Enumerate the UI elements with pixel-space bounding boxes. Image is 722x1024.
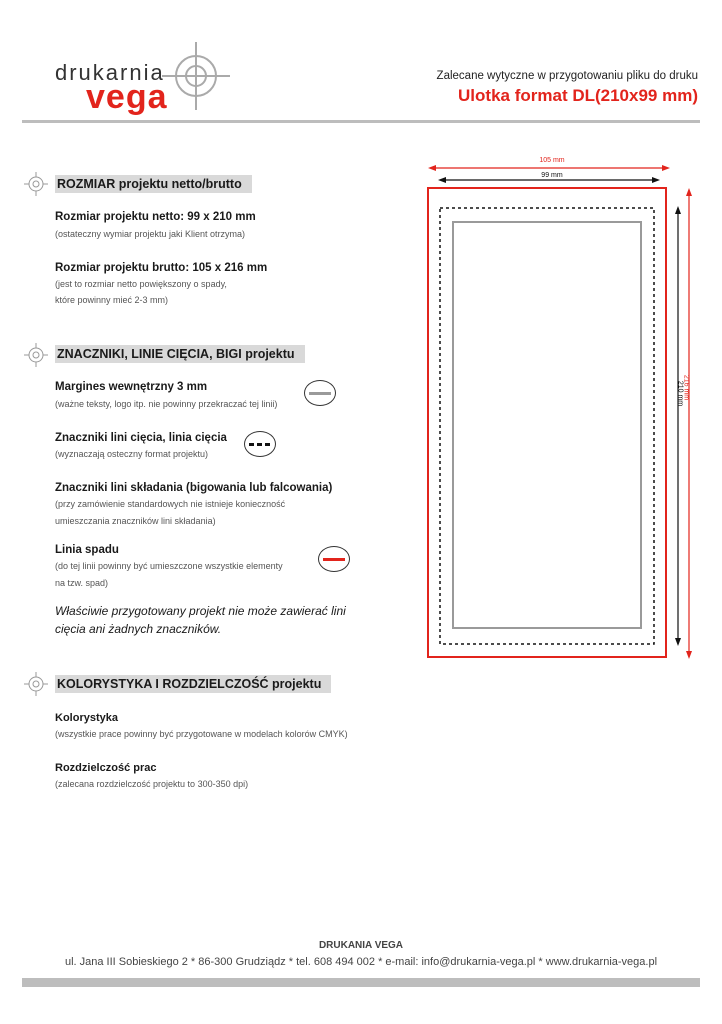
- crosshair-section-icon: [24, 343, 48, 367]
- item-desc: umieszczania znaczników lini składania): [55, 516, 216, 526]
- height-bleed-label: 216 mm: [682, 374, 690, 401]
- item-desc: które powinny mieć 2-3 mm): [55, 295, 169, 305]
- header-subtitle: Zalecane wytyczne w przygotowaniu pliku do druku: [436, 70, 698, 82]
- width-bleed-label: 105 mm: [539, 157, 565, 164]
- item-title: Znaczniki lini cięcia, linia cięcia: [55, 432, 227, 444]
- logo-text-vega: vega: [86, 78, 168, 116]
- header-title: Ulotka format DL(210x99 mm): [458, 86, 698, 105]
- logo-text-drukarnia: drukarnia: [55, 60, 165, 85]
- footer-company: DRUKANIA VEGA: [318, 940, 404, 951]
- item-title: Rozmiar projektu netto: 99 x 210 mm: [55, 211, 256, 223]
- item-desc: (wszystkie prace powinny być przygotowane w modelach kolorów CMYK): [55, 729, 348, 739]
- note-text: Właściwie przygotowany projekt nie może zawierać lini cięcia ani żadnych znaczników.: [55, 604, 346, 636]
- item-desc: (do tej linii powinny być umieszczone wszystkie elementy: [55, 561, 283, 571]
- margin-frame: [453, 222, 641, 628]
- footer-divider: [22, 978, 700, 987]
- item-title: Rozdzielczość prac: [55, 762, 157, 774]
- item-desc: (wyznaczają osteczny format projektu): [55, 449, 209, 459]
- item-desc: (ważne teksty, logo itp. nie powinny przekraczać tej linii): [55, 399, 278, 409]
- crosshair-section-icon: [24, 172, 48, 196]
- item-desc: (ostateczny wymiar projektu jaki Klient otrzyma): [55, 229, 246, 239]
- footer-address: ul. Jana III Sobieskiego 2 * 86-300 Grudziądz * tel. 608 494 002 * e-mail: info@drukarnia-vega.pl * www.drukarnia-vega.pl: [64, 956, 658, 968]
- item-title: Znaczniki lini składania (bigowania lub falcowania): [55, 482, 333, 494]
- section-heading-size: ROZMIAR projektu netto/brutto: [55, 175, 252, 193]
- height-net-label: 210 mm: [676, 380, 684, 407]
- crosshair-logo-icon: [162, 42, 230, 110]
- header-divider: [22, 120, 700, 123]
- section-heading-marks: ZNACZNIKI, LINIE CIĘCIA, BIGI projektu: [55, 345, 305, 363]
- bleed-line-symbol-icon: [318, 546, 350, 572]
- item-title: Linia spadu: [55, 544, 119, 556]
- item-desc: (przy zamówienie standardowych nie istnieje konieczność: [55, 499, 286, 509]
- item-desc: na tzw. spad): [55, 578, 109, 588]
- item-desc: (zalecana rozdzielczość projektu to 300-350 dpi): [55, 779, 249, 789]
- format-diagram: [420, 150, 700, 670]
- margin-line-symbol-icon: [304, 380, 336, 406]
- item-desc: (jest to rozmiar netto powiększony o spady,: [55, 279, 227, 289]
- item-title: Rozmiar projektu brutto: 105 x 216 mm: [55, 262, 268, 274]
- item-title: Margines wewnętrzny 3 mm: [55, 381, 208, 393]
- cut-line-symbol-icon: [244, 431, 276, 457]
- crosshair-section-icon: [24, 672, 48, 696]
- width-net-label: 99 mm: [541, 172, 563, 179]
- cut-line-frame: [440, 208, 654, 644]
- bleed-frame: [428, 188, 666, 657]
- section-heading-color: KOLORYSTYKA I ROZDZIELCZOŚĆ projektu: [55, 675, 331, 693]
- item-title: Kolorystyka: [55, 712, 118, 724]
